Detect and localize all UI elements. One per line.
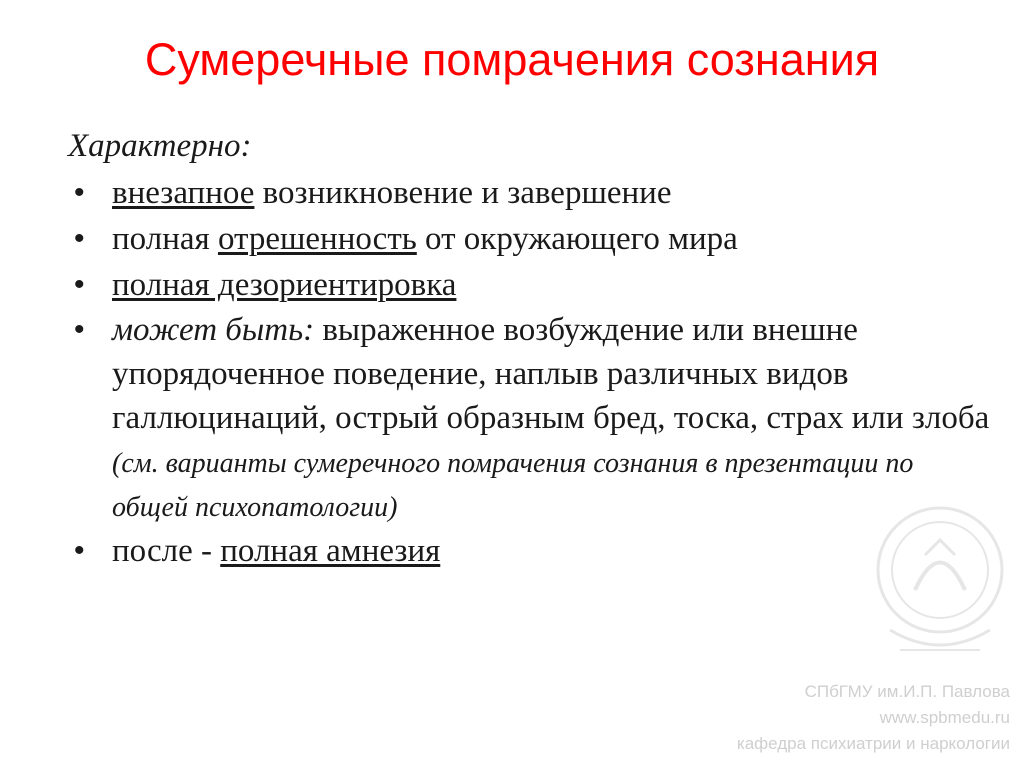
bullet-4-text: выраженное возбуждение или внешне упорядоченное поведение, наплыв различных видов галлюцинаций, острый образным бред, тоска, страх или злоба	[112, 312, 990, 436]
bullet-item-1	[74, 170, 994, 216]
bullet-icon: •	[74, 313, 85, 346]
bullet-item-4	[74, 308, 994, 528]
bullet-2-start: полная	[112, 221, 218, 257]
bullet-item-3	[74, 262, 994, 308]
lead-label: Характерно:	[68, 128, 252, 164]
bullet-3-underlined: полная дезориентировка	[112, 267, 457, 303]
watermark-line-1: СПбГМУ им.И.П. Павлова	[804, 682, 1010, 701]
watermark-line-3: кафедра психиатрии и наркологии	[736, 734, 1010, 753]
bullet-1-text: возникновение и завершение	[254, 175, 672, 211]
bullet-2-underlined: отрешенность	[217, 221, 417, 257]
bullet-icon: •	[74, 176, 85, 209]
university-seal-icon	[870, 495, 1010, 665]
slide-title: Сумеречные помрачения сознания	[144, 34, 880, 85]
bullet-icon: •	[74, 534, 85, 567]
bullet-item-2	[74, 216, 994, 262]
bullet-item-5	[74, 528, 994, 574]
bullet-4-note: (см. варианты сумеречного помрачения сознания в презентации по общей психопатологии)	[112, 448, 914, 523]
bullet-icon: •	[74, 222, 85, 255]
bullet-1-underlined: внезапное	[112, 175, 255, 211]
bullet-5-start: после -	[112, 533, 221, 569]
bullet-5-underlined: полная амнезия	[220, 533, 441, 569]
bullet-2-text: от окружающего мира	[416, 221, 738, 257]
bullet-list	[74, 170, 994, 574]
bullet-icon: •	[74, 268, 85, 301]
bullet-4-italic: может быть:	[112, 312, 315, 348]
watermark-line-2: www.spbmedu.ru	[879, 708, 1010, 727]
